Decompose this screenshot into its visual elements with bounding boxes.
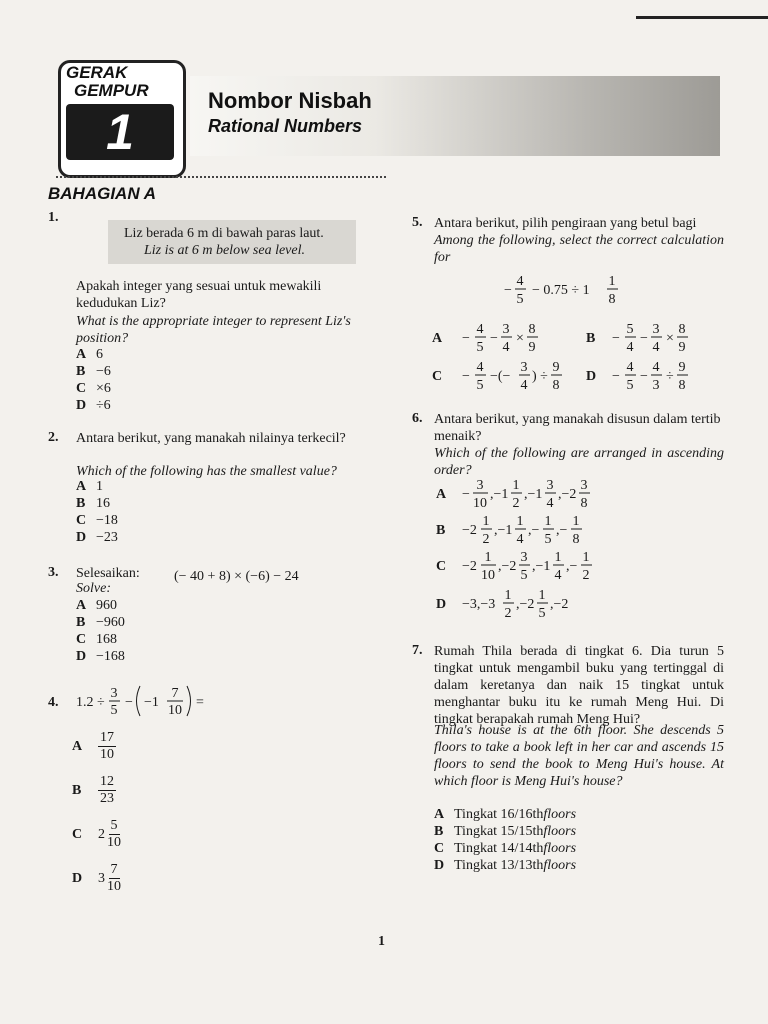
svg-text:C: C xyxy=(432,369,443,384)
q2-number: 2. xyxy=(48,430,59,445)
option[interactable]: C Tingkat 14/14thfloors xyxy=(434,841,577,856)
svg-text:5: 5 xyxy=(110,703,118,718)
svg-text:4: 4 xyxy=(476,360,484,375)
option[interactable]: A 1 xyxy=(76,479,103,494)
svg-text:D: D xyxy=(436,597,447,612)
svg-text:,−1: ,−1 xyxy=(494,523,513,538)
svg-text:8: 8 xyxy=(572,532,580,547)
badge-line2: GEMPUR xyxy=(74,81,149,100)
svg-text:1: 1 xyxy=(482,514,490,529)
option[interactable]: A Tingkat 16/16thfloors xyxy=(434,807,577,822)
q3-expression: (− 40 + 8) × (−6) − 24 xyxy=(174,569,299,584)
q1-number: 1. xyxy=(48,210,59,225)
q7-text-malay: Rumah Thila berada di tingkat 6. Dia turun 5 tingkat untuk mengambil buku yang tertinggal di dalam keretanya dan naik 15 tingkat untuk menghantar buku itu ke rumah Meng Hui. Di tingkat berapakah rumah Meng Hui? xyxy=(434,644,724,727)
svg-text:− 0.75 ÷ 1: − 0.75 ÷ 1 xyxy=(532,283,590,298)
svg-text:3: 3 xyxy=(652,378,660,393)
q2-options xyxy=(76,478,118,546)
svg-text:−: − xyxy=(462,331,470,346)
svg-text:5: 5 xyxy=(476,378,484,393)
q7-options xyxy=(434,806,576,874)
svg-text:4: 4 xyxy=(546,496,554,511)
svg-text:−3,−3: −3,−3 xyxy=(462,597,496,612)
q1-box-malay: Liz berada 6 m di bawah paras laut. xyxy=(124,226,324,241)
svg-text:,−2: ,−2 xyxy=(558,487,577,502)
svg-text:2: 2 xyxy=(504,606,512,621)
svg-text:5: 5 xyxy=(476,340,484,355)
svg-text:B: B xyxy=(436,523,446,538)
svg-text:,−: ,− xyxy=(556,523,568,538)
option[interactable]: B −6 xyxy=(76,364,111,379)
svg-text:,−1: ,−1 xyxy=(524,487,543,502)
option[interactable]: B 16 xyxy=(76,496,110,511)
option[interactable]: C ×6 xyxy=(76,381,111,396)
q4-expression xyxy=(72,680,222,722)
svg-text:−2: −2 xyxy=(462,559,477,574)
svg-text:1: 1 xyxy=(512,478,520,493)
svg-text:=: = xyxy=(196,695,204,710)
q5-text-malay: Antara berikut, pilih pengiraan yang betul bagi xyxy=(434,216,697,231)
svg-text:9: 9 xyxy=(528,340,536,355)
q6-text-malay: Antara berikut, yang manakah disusun dalam tertib menaik? xyxy=(434,412,721,444)
svg-text:5: 5 xyxy=(544,532,552,547)
svg-text:2: 2 xyxy=(482,532,490,547)
svg-text:−: − xyxy=(462,369,470,384)
q1-box-english: Liz is at 6 m below sea level. xyxy=(144,243,305,258)
q3-options xyxy=(76,597,125,665)
svg-text:) ÷: ) ÷ xyxy=(532,369,548,384)
svg-text:10: 10 xyxy=(473,496,487,511)
option[interactable] xyxy=(436,588,568,621)
svg-text:4: 4 xyxy=(516,532,524,547)
svg-text:−: − xyxy=(612,331,620,346)
q5-text-english: Among the following, select the correct calculation for xyxy=(434,233,724,265)
svg-text:7: 7 xyxy=(171,686,179,701)
svg-text:,−: ,− xyxy=(566,559,578,574)
option[interactable]: B 12 23 xyxy=(72,773,114,806)
chapter-number: 1 xyxy=(66,104,174,160)
svg-text:1: 1 xyxy=(484,550,492,565)
q7-text-english: Thila's house is at the 6th floor. She descends 5 floors to take a book left in her car and ascends 15 floors to send the book to Meng Hui's house. At which floor is Meng Hui's house? xyxy=(434,723,724,789)
svg-text:5: 5 xyxy=(626,378,634,393)
svg-text:A: A xyxy=(436,487,447,502)
svg-text:3: 3 xyxy=(520,550,528,565)
option[interactable]: A 6 xyxy=(76,347,103,362)
svg-text:−: − xyxy=(504,283,512,298)
svg-text:,−2: ,−2 xyxy=(516,597,535,612)
svg-text:÷: ÷ xyxy=(666,369,674,384)
svg-text:5: 5 xyxy=(520,568,528,583)
svg-text:4: 4 xyxy=(626,340,634,355)
q7-number: 7. xyxy=(412,643,423,658)
svg-text:1: 1 xyxy=(538,588,546,603)
svg-text:1: 1 xyxy=(554,550,562,565)
svg-text:3: 3 xyxy=(520,360,528,375)
q6-number: 6. xyxy=(412,411,423,426)
q2-text-malay: Antara berikut, yang manakah nilainya terkecil? xyxy=(76,431,346,446)
svg-text:3: 3 xyxy=(110,686,118,701)
option[interactable]: A 960 xyxy=(76,598,117,613)
svg-text:4: 4 xyxy=(520,378,528,393)
svg-text:3: 3 xyxy=(580,478,588,493)
page-subtitle: Rational Numbers xyxy=(208,116,363,136)
q6-options xyxy=(428,474,728,624)
svg-text:1: 1 xyxy=(608,274,616,289)
svg-text:8: 8 xyxy=(678,322,686,337)
option[interactable] xyxy=(436,514,582,547)
option[interactable] xyxy=(432,360,562,393)
svg-text:9: 9 xyxy=(678,360,686,375)
svg-text:8: 8 xyxy=(608,292,616,307)
svg-text:3: 3 xyxy=(652,322,660,337)
svg-text:4: 4 xyxy=(652,340,660,355)
svg-text:−: − xyxy=(490,331,498,346)
option[interactable]: C −18 xyxy=(76,513,118,528)
svg-text:1: 1 xyxy=(516,514,524,529)
svg-text:8: 8 xyxy=(580,496,588,511)
svg-text:9: 9 xyxy=(552,360,560,375)
q3-text-english: Solve: xyxy=(76,581,111,596)
q5-options xyxy=(428,318,728,398)
svg-text:3: 3 xyxy=(546,478,554,493)
svg-text:C: C xyxy=(436,559,447,574)
svg-text:×: × xyxy=(666,331,674,346)
svg-text:,−2: ,−2 xyxy=(498,559,517,574)
svg-text:2: 2 xyxy=(582,568,590,583)
svg-text:9: 9 xyxy=(678,340,686,355)
page-number: 1 xyxy=(378,934,385,949)
svg-text:1.2 ÷: 1.2 ÷ xyxy=(76,695,105,710)
q4-number: 4. xyxy=(48,695,59,710)
svg-text:,−: ,− xyxy=(528,523,540,538)
svg-text:−: − xyxy=(640,369,648,384)
option[interactable] xyxy=(436,550,592,583)
q1-text-malay: Apakah integer yang sesuai untuk mewakili kedudukan Liz? xyxy=(76,279,322,311)
svg-text:B: B xyxy=(586,331,596,346)
option[interactable]: D −23 xyxy=(76,530,118,545)
svg-text:2: 2 xyxy=(512,496,520,511)
option[interactable]: B −960 xyxy=(76,615,125,630)
option[interactable]: D 3 7 10 xyxy=(72,861,121,894)
svg-text:−: − xyxy=(612,369,620,384)
top-rule xyxy=(636,16,768,19)
svg-text:5: 5 xyxy=(538,606,546,621)
svg-text:×: × xyxy=(516,331,524,346)
svg-text:D: D xyxy=(586,369,597,384)
svg-text:5: 5 xyxy=(516,292,524,307)
svg-text:−1: −1 xyxy=(144,695,159,710)
page-title: Nombor Nisbah xyxy=(208,88,372,113)
q1-options xyxy=(76,346,111,414)
option[interactable]: B Tingkat 15/15thfloors xyxy=(434,824,577,839)
svg-text:A: A xyxy=(432,331,443,346)
option[interactable]: C 2 5 10 xyxy=(72,817,121,850)
q5-expression xyxy=(500,270,630,310)
svg-text:8: 8 xyxy=(552,378,560,393)
q3-text-malay: Selesaikan: xyxy=(76,566,140,581)
badge-line1: GERAK xyxy=(66,63,128,82)
svg-text:3: 3 xyxy=(502,322,510,337)
svg-text:4: 4 xyxy=(652,360,660,375)
svg-text:−2: −2 xyxy=(462,523,477,538)
svg-text:4: 4 xyxy=(502,340,510,355)
option[interactable]: D −168 xyxy=(76,649,125,664)
dotted-divider xyxy=(56,176,386,178)
svg-text:,−2: ,−2 xyxy=(550,597,569,612)
q4-options xyxy=(72,724,121,900)
svg-text:4: 4 xyxy=(516,274,524,289)
svg-text:,−1: ,−1 xyxy=(490,487,509,502)
svg-text:−: − xyxy=(125,695,133,710)
q6-text-english: Which of the following are arranged in ascending order? xyxy=(434,446,724,478)
svg-text:1: 1 xyxy=(582,550,590,565)
option[interactable] xyxy=(432,322,538,355)
svg-text:,−1: ,−1 xyxy=(532,559,551,574)
svg-text:8: 8 xyxy=(528,322,536,337)
q5-number: 5. xyxy=(412,215,423,230)
option[interactable] xyxy=(586,360,688,393)
badge-label xyxy=(66,64,149,100)
q2-text-english: Which of the following has the smallest value? xyxy=(76,464,337,479)
svg-text:4: 4 xyxy=(554,568,562,583)
svg-text:3: 3 xyxy=(476,478,484,493)
section-heading: BAHAGIAN A xyxy=(48,184,156,203)
svg-text:−(−: −(− xyxy=(490,369,511,384)
q3-number: 3. xyxy=(48,565,59,580)
svg-text:10: 10 xyxy=(168,703,182,718)
svg-text:1: 1 xyxy=(544,514,552,529)
svg-text:8: 8 xyxy=(678,378,686,393)
q1-text-english: What is the appropriate integer to represent Liz's position? xyxy=(76,314,351,346)
svg-text:1: 1 xyxy=(504,588,512,603)
option[interactable]: C 168 xyxy=(76,632,117,647)
svg-text:4: 4 xyxy=(626,360,634,375)
svg-text:10: 10 xyxy=(481,568,495,583)
svg-text:5: 5 xyxy=(626,322,634,337)
svg-text:−: − xyxy=(462,487,470,502)
option[interactable]: A 17 10 xyxy=(72,729,114,762)
option[interactable] xyxy=(436,478,590,511)
svg-text:−: − xyxy=(640,331,648,346)
svg-text:1: 1 xyxy=(572,514,580,529)
option[interactable]: D ÷6 xyxy=(76,398,111,413)
svg-text:4: 4 xyxy=(476,322,484,337)
option[interactable]: D Tingkat 13/13thfloors xyxy=(434,858,577,873)
option[interactable] xyxy=(586,322,688,355)
